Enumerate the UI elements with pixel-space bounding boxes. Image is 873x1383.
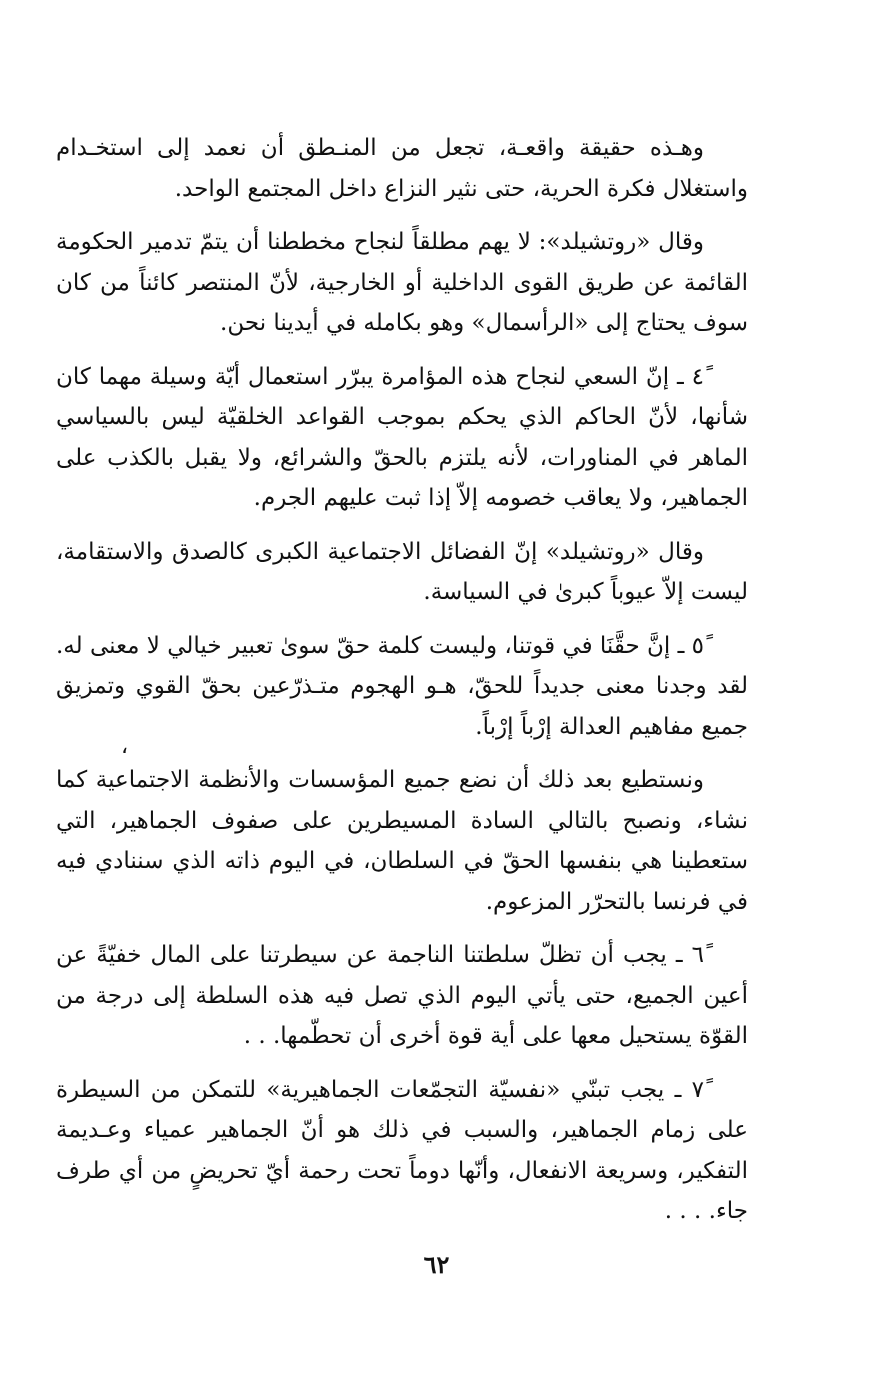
body-text bbox=[56, 128, 748, 1245]
margin-mark: ، bbox=[121, 734, 129, 759]
paragraph-6: ونستطيع بعد ذلك أن نضع جميع المؤسسات والأنظمة الاجتماعية كما نشاء، ونصبح بالتالي السادة المسيطرين على صفوف الجماهير، التي ستعطينا هي بنفسها الحقّ في السلطان، في اليوم ذاته الذي سننادي فيه في فرنسا بالتحرّر المزعوم. bbox=[56, 767, 748, 915]
paragraph-7: ٦ً ـ يجب أن تظلّ سلطتنا الناجمة عن سيطرتنا على المال خفيّةً عن أعين الجميع، حتى يأتي اليوم الذي تصل فيه هذه السلطة إلى درجة من القوّة يستحيل معها على أية قوة أخرى أن تحطّمها. . . bbox=[56, 942, 748, 1049]
page-number: ٦٢ bbox=[423, 1250, 450, 1279]
paragraph-3: ٤ً ـ إنّ السعي لنجاح هذه المؤامرة يبرّر استعمال أيّة وسيلة مهما كان شأنها، لأنّ الحاكم الذي يحكم بموجب القواعد الخلقيّة ليس بالسياسي الماهر في المناورات، لأنه يلتزم بالحقّ والشرائع، ولا يقبل بالكذب على الجماهير، ولا يعاقب خصومه إلاّ إذا ثبت عليهم الجرم. bbox=[56, 363, 748, 511]
paragraph-1: وهـذه حقيقة واقعـة، تجعل من المنـطق أن نعمد إلى استخـدام واستغلال فكرة الحرية، حتى نثير النزاع داخل المجتمع الواحد. bbox=[56, 135, 748, 202]
paragraph-2: وقال «روتشيلد»: لا يهم مطلقاً لنجاح مخططنا أن يتمّ تدمير الحكومة القائمة عن طريق القوى الداخلية أو الخارجية، لأنّ المنتصر كائناً من كان سوف يحتاج إلى «الرأسمال» وهو بكامله في أيدينا نحن. bbox=[56, 229, 748, 336]
paragraph-8: ٧ً ـ يجب تبنّي «نفسيّة التجمّعات الجماهيرية» للتمكن من السيطرة على زمام الجماهير، والسبب في ذلك هو أنّ الجماهير عمياء وعـديمة التفكير، وسريعة الانفعال، وأنّها دوماً تحت رحمة أيّ تحريضٍ من أي طرف جاء. . . . bbox=[56, 1076, 748, 1224]
paragraph-4: وقال «روتشيلد» إنّ الفضائل الاجتماعية الكبرى كالصدق والاستقامة، ليست إلاّ عيوباً كبرىٰ في السياسة. bbox=[56, 538, 748, 605]
paragraph-5: ٥ً ـ إنَّ حقَّنَا في قوتنا، وليست كلمة حقّ سوىٰ تعبير خيالي لا معنى له. لقد وجدنا معنى جديداً للحقّ، هـو الهجوم متـذرّعين بحقّ القوي وتمزيق جميع مفاهيم العدالة إرْباً إرْباً. bbox=[56, 632, 748, 740]
